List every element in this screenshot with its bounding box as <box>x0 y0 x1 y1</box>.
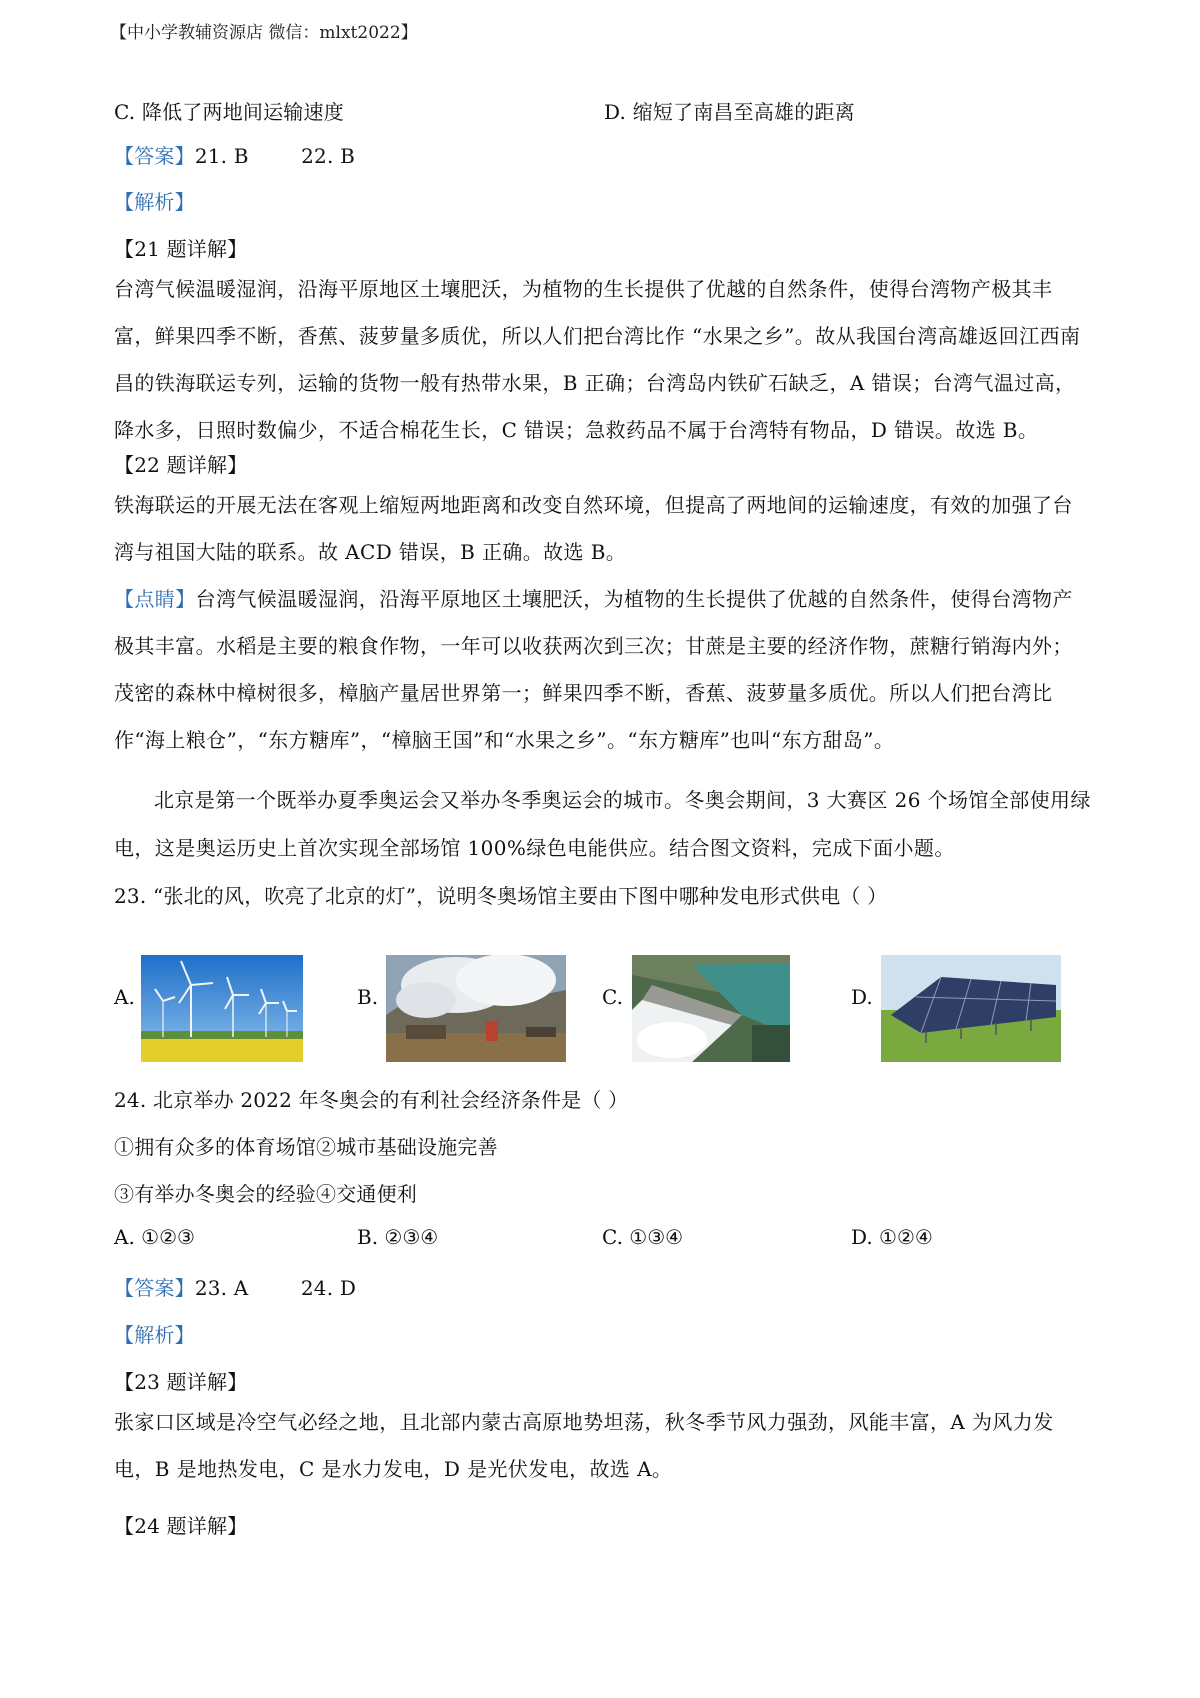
geothermal-plant-image <box>386 955 566 1062</box>
q22-option-d: D. 缩短了南昌至高雄的距离 <box>604 100 855 124</box>
solar-panel-image <box>881 955 1061 1062</box>
dianjing-paragraph <box>114 576 1092 764</box>
answer-line-2 <box>114 1272 356 1301</box>
q24-stem: 24. 北京举办 2022 年冬奥会的有利社会经济条件是（ ） <box>114 1088 629 1112</box>
detail-22-title: 【22 题详解】 <box>114 453 248 477</box>
detail-23-title: 【23 题详解】 <box>114 1370 248 1394</box>
dianjing-label: 【点睛】 <box>114 587 196 611</box>
q24-option-b: B. ②③④ <box>357 1225 439 1249</box>
q23-option-c-label: C. <box>602 985 623 1009</box>
header-watermark: 【中小学教辅资源店 微信：mlxt2022】 <box>110 23 418 43</box>
q24-option-d: D. ①②④ <box>851 1225 933 1249</box>
analysis-heading-2: 【解析】 <box>114 1323 195 1347</box>
q23-stem: 23. “张北的风，吹亮了北京的灯”，说明冬奥场馆主要由下图中哪种发电形式供电（ ） <box>114 884 888 908</box>
analysis-heading: 【解析】 <box>114 190 195 214</box>
detail-24-title: 【24 题详解】 <box>114 1514 248 1538</box>
q22-option-c: C. 降低了两地间运输速度 <box>114 100 344 124</box>
answer-label: 【答案】 <box>114 144 195 168</box>
answer-text: 21. B 22. B <box>194 144 355 168</box>
q24-statement-line-2: ③有举办冬奥会的经验④交通便利 <box>114 1182 417 1206</box>
q24-option-a: A. ①②③ <box>114 1225 195 1249</box>
answer-label-2: 【答案】 <box>114 1276 195 1300</box>
detail-21-title: 【21 题详解】 <box>114 237 248 261</box>
detail-21-text: 台湾气候温暖湿润，沿海平原地区土壤肥沃，为植物的生长提供了优越的自然条件，使得台湾物产极其丰富，鲜果四季不断，香蕉、菠萝量多质优，所以人们把台湾比作 “水果之乡”。故从我国台湾高雄返回江西南昌的铁海联运专列，运输的货物一般有热带水果，B 正确；台湾岛内铁矿石缺乏，A 错误；台湾气温过高，降水多，日照时数偏少，不适合棉花生长，C 错误；急救药品不属于台湾特有物品，D 错误。故选 B。 <box>114 277 1081 442</box>
dianjing-text: 台湾气候温暖湿润，沿海平原地区土壤肥沃，为植物的生长提供了优越的自然条件，使得台湾物产极其丰富。水稻是主要的粮食作物，一年可以收获两次到三次；甘蔗是主要的经济作物，蔗糖行销海内外；茂密的森林中樟树很多，樟脑产量居世界第一；鲜果四季不断，香蕉、菠萝量多质优。所以人们把台湾比作“海上粮仓”，“东方糖库”，“樟脑王国”和“水果之乡”。“东方糖库”也叫“东方甜岛”。 <box>114 587 1073 752</box>
q23-option-a-label: A. <box>114 985 135 1009</box>
hydropower-dam-image <box>632 955 790 1062</box>
detail-23-text: 张家口区域是冷空气必经之地，且北部内蒙古高原地势坦荡，秋冬季节风力强劲，风能丰富，A 为风力发电，B 是地热发电，C 是水力发电，D 是光伏发电，故选 A。 <box>114 1410 1054 1481</box>
answer-text-2: 23. A 24. D <box>194 1276 357 1300</box>
q23-option-b-label: B. <box>357 985 379 1009</box>
q24-option-c: C. ①③④ <box>602 1225 684 1249</box>
detail-22-text: 铁海联运的开展无法在客观上缩短两地距离和改变自然环境，但提高了两地间的运输速度，有效的加强了台湾与祖国大陆的联系。故 ACD 错误，B 正确。故选 B。 <box>114 493 1073 564</box>
answer-line-1 <box>114 140 355 169</box>
wind-turbine-image <box>141 955 303 1062</box>
q23-option-d-label: D. <box>851 985 873 1009</box>
q24-statement-line-1: ①拥有众多的体育场馆②城市基础设施完善 <box>114 1135 498 1159</box>
intro-paragraph: 北京是第一个既举办夏季奥运会又举办冬季奥运会的城市。冬奥会期间，3 大赛区 26 个场馆全部使用绿电，这是奥运历史上首次实现全部场馆 100%绿色电能供应。结合图文资料，完成下面小题。 <box>114 788 1091 860</box>
